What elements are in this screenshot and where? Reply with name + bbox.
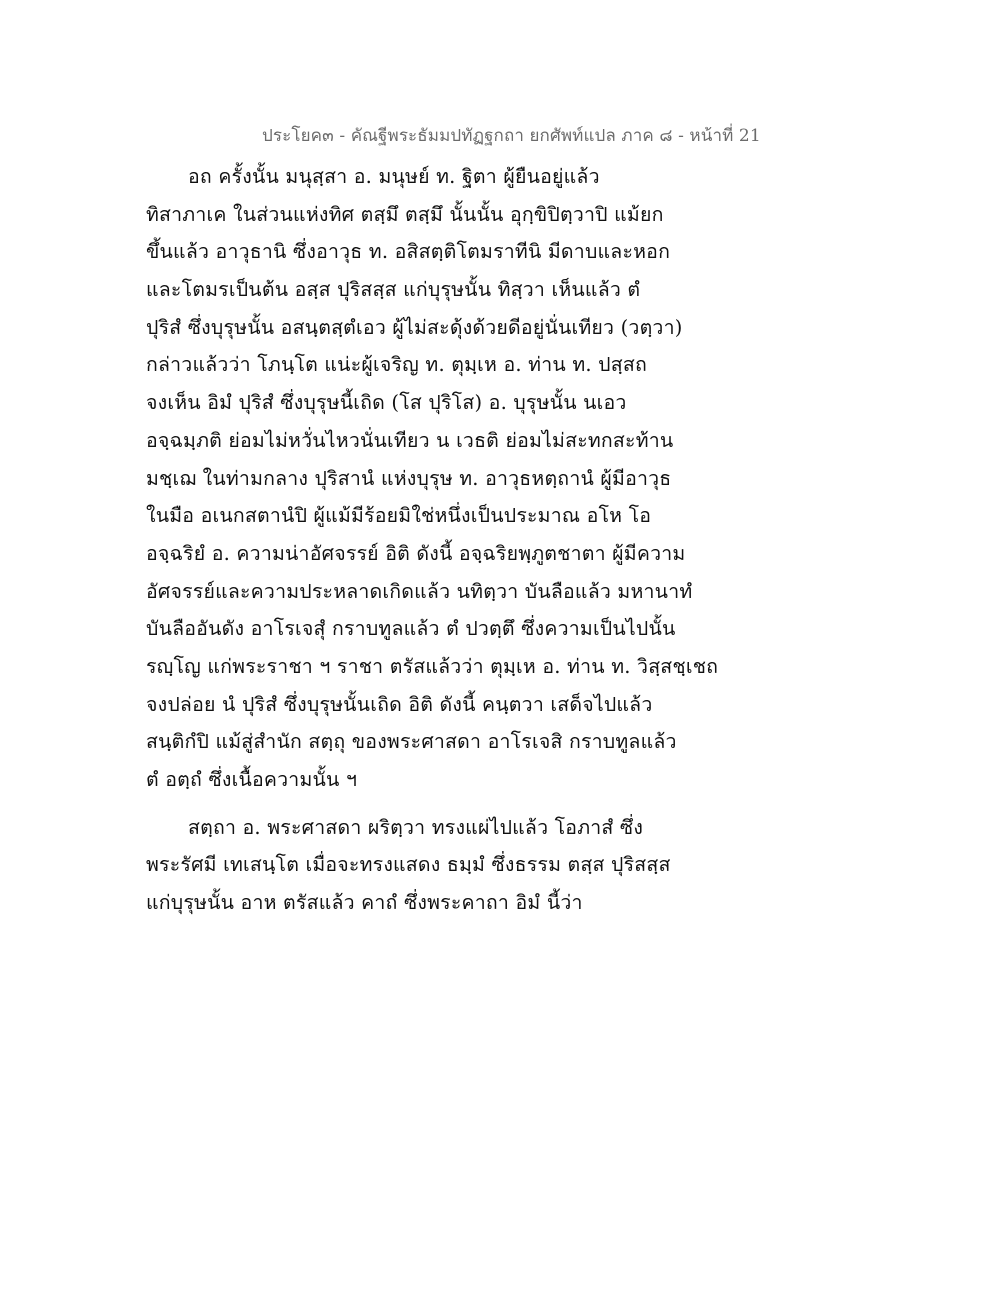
text-line: กล่าวแล้วว่า โภนฺโต แน่ะผู้เจริญ ท. ตุมฺเห อ. ท่าน ท. ปสฺสถ [146,353,647,377]
text-line: บันลืออันดัง อาโรเจสุํ กราบทูลแล้ว ตํ ปวตฺตึ ซึ่งความเป็นไปนั้น [146,617,676,641]
text-line: จงปล่อย นํ ปุริสํ ซึ่งบุรุษนั้นเถิด อิติ ดังนี้ คนฺตวา เสด็จไปแล้ว [146,692,653,716]
text-line: ขึ้นแล้ว อาวุธานิ ซึ่งอาวุธ ท. อสิสตฺติโตมราทีนิ มีดาบและหอก [146,240,671,264]
running-head: ประโยค๓ - คัณฐีพระธัมมปทัฏฐกถา ยกศัพท์แปล ภาค ๘ - หน้าที่ 21 [262,126,761,146]
text-line: สตฺถา อ. พระศาสดา ผริตฺวา ทรงแผ่ไปแล้ว โอภาสํ ซึ่ง [188,815,644,839]
text-line: มชฺเฌ ในท่ามกลาง ปุริสานํ แห่งบุรุษ ท. อาวุธหตฺถานํ ผู้มีอาวุธ [146,466,672,490]
text-line: ตํ อตฺถํ ซึ่งเนื้อความนั้น ฯ [146,768,358,791]
text-line: ปุริสํ ซึ่งบุรุษนั้น อสนฺตสฺตํเอว ผู้ไม่สะดุ้งด้วยดีอยู่นั่นเทียว (วตฺวา) [146,315,683,339]
paragraph-1 [146,158,766,799]
text-line: พระรัศมี เทเสนฺโต เมื่อจะทรงแสดง ธมฺมํ ซึ่งธรรม ตสฺส ปุริสสฺส [146,853,671,877]
text-line: อถ ครั้งนั้น มนุสฺสา อ. มนุษย์ ท. ฐิตา ผู้ยืนอยู่แล้ว [188,165,600,188]
text-line: รญฺโญ แก่พระราชา ฯ ราชา ตรัสแล้วว่า ตุมฺเห อ. ท่าน ท. วิสฺสชฺเชถ [146,654,719,678]
text-line: ในมือ อเนกสตานํปิ ผู้แม้มีร้อยมิใช่หนึ่งเป็นประมาณ อโห โอ [146,504,652,528]
text-line: จงเห็น อิมํ ปุริสํ ซึ่งบุรุษนี้เถิด (โส ปุริโส) อ. บุรุษนั้น นเอว [146,391,627,415]
body-text [146,158,766,922]
text-line: อจฺฉมฺภติ ย่อมไม่หวั่นไหวนั่นเทียว น เวธติ ย่อมไม่สะทกสะท้าน [146,428,674,452]
paragraph-2 [146,809,766,922]
text-line: อัศจรรย์และความประหลาดเกิดแล้ว นทิตฺวา บันลือแล้ว มหานาทํ [146,579,693,603]
text-line: ทิสาภาเค ในส่วนแห่งทิศ ตสฺมึ ตสฺมึ นั้นนั้น อุกฺขิปิตฺวาปิ แม้ยก [146,202,664,226]
text-line: สนฺติกํปิ แม้สู่สำนัก สตฺถุ ของพระศาสดา อาโรเจสิ กราบทูลแล้ว [146,730,677,754]
paragraph-gap [146,799,766,809]
text-line: อจฺฉริยํ อ. ความน่าอัศจรรย์ อิติ ดังนี้ อจฺฉริยพฺภูตชาตา ผู้มีความ [146,541,686,565]
text-line: และโตมรเป็นต้น อสฺส ปุริสสฺส แก่บุรุษนั้น ทิสฺวา เห็นแล้ว ตํ [146,278,641,302]
text-line: แก่บุรุษนั้น อาห ตรัสแล้ว คาถํ ซึ่งพระคาถา อิมํ นี้ว่า [146,891,583,915]
